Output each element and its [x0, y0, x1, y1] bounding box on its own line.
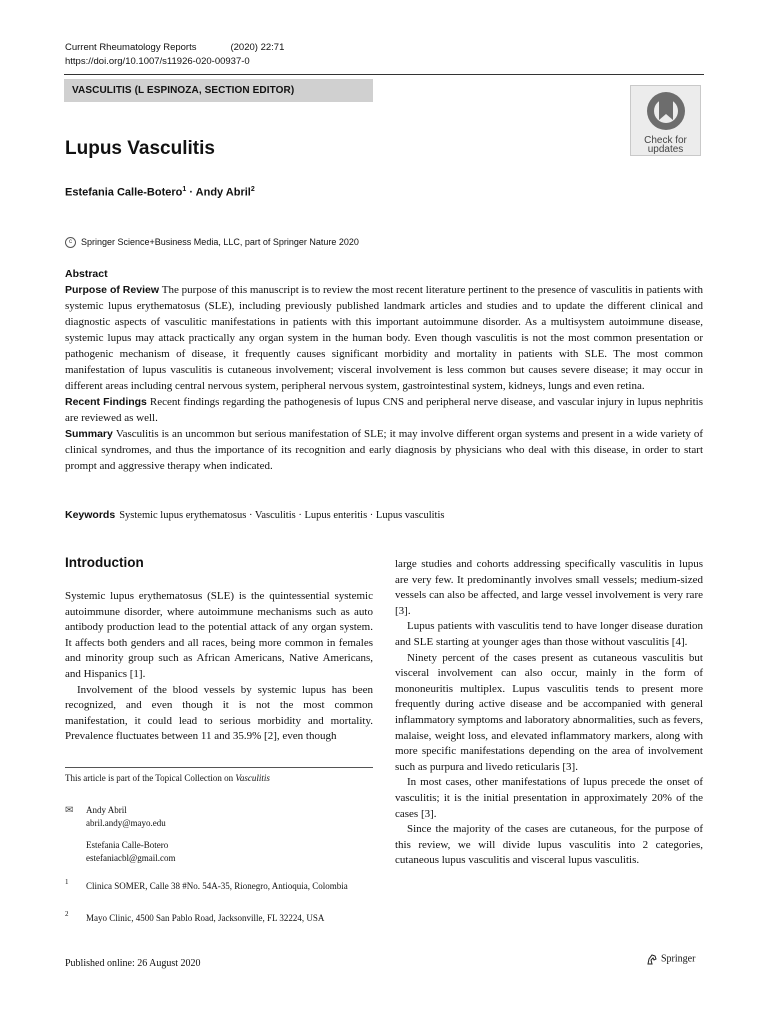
right-column	[395, 557, 703, 869]
corr-email[interactable]: abril.andy@mayo.edu	[86, 818, 166, 828]
findings-text: Recent findings regarding the pathogenesis of lupus CNS and peripheral nerve disease, and vascular injury in lupus nephritis are reviewed as well.	[65, 396, 703, 424]
footnote-divider	[65, 767, 373, 768]
journal-volume: (2020) 22:71	[230, 42, 285, 53]
article-title: Lupus Vasculitis	[65, 138, 215, 159]
corr-name: Estefania Calle-Botero	[86, 840, 169, 850]
journal-header	[65, 42, 284, 53]
doi-link[interactable]: https://doi.org/10.1007/s11926-020-00937-0	[65, 56, 250, 67]
abstract-section	[65, 266, 703, 474]
corresponding-author	[86, 804, 166, 830]
summary-text: Vasculitis is an uncommon but serious manifestation of SLE; it may involve different organ systems and present in a wide variety of clinical syndromes, and thus the importance of its recognition and early diagnosis by physicians who deal with this disease, in order to start prompt and aggressive therapy when indicated.	[65, 428, 703, 472]
published-date: Published online: 26 August 2020	[65, 958, 201, 969]
paragraph: Ninety percent of the cases present as cutaneous vasculitis but visceral involvement can also occur, mainly in the form of mononeuritis multiplex. Lupus vasculitis tends to present more frequently during active disease and be accompanied with general inflammatory symptoms and laboratory abnormalities, such as fevers, malaise, weight loss, and elevated inflammatory markers, along with more specific manifestations depending on the area of involvement such as purpura and livedo reticularis [3].	[395, 651, 703, 773]
author-list	[65, 186, 255, 199]
findings-label: Recent Findings	[65, 396, 147, 408]
copyright-line	[65, 237, 359, 248]
section-label: VASCULITIS (L ESPINOZA, SECTION EDITOR)	[64, 79, 373, 102]
copyright-icon: c	[65, 237, 76, 248]
badge-line1: Check for	[644, 135, 687, 146]
topical-collection-note	[65, 773, 270, 783]
paragraph: Involvement of the blood vessels by systemic lupus has been recognized, and even though it is not the most common manifestation, it could lead to serious morbidity and mortality. Prevalence fluctuates between 11 and 35.9% [2], even though	[65, 683, 373, 743]
author-name[interactable]: Estefania Calle-Botero	[65, 186, 183, 199]
paragraph: In most cases, other manifestations of lupus precede the onset of vasculitis; it is the initial presentation in approximately 20% of the cases [3].	[395, 776, 703, 820]
introduction-heading: Introduction	[65, 555, 144, 570]
corr-email[interactable]: estefaniacbl@gmail.com	[86, 853, 176, 863]
summary-label: Summary	[65, 428, 113, 440]
envelope-icon: ✉	[65, 805, 74, 816]
paragraph: large studies and cohorts addressing specifically vasculitis in lupus are very few. It predominantly involves small vessels; medium-sized vessels can also be affected, and large vessel involvement is very rare [3].	[395, 558, 703, 617]
springer-horse-icon	[646, 953, 658, 965]
abstract-heading: Abstract	[65, 268, 108, 280]
publisher-name: Springer	[661, 953, 696, 965]
paragraph: Systemic lupus erythematosus (SLE) is the quintessential systemic autoimmune disorder, where autoimmune mechanisms such as auto antibody production lead to the potential attack of any organ system. It affects both genders and all races, being more common in females and minority group such as African Americans, Native Americans, and Hispanics [1].	[65, 590, 373, 680]
affiliation-number: 1	[65, 878, 69, 886]
topical-prefix: This article is part of the Topical Collection on	[65, 773, 236, 783]
affiliation-2: Mayo Clinic, 4500 San Pablo Road, Jacksonville, FL 32224, USA	[86, 913, 325, 923]
paragraph: Lupus patients with vasculitis tend to have longer disease duration and SLE starting at younger ages than those without vasculitis [4].	[395, 620, 703, 648]
left-column	[65, 589, 373, 745]
purpose-label: Purpose of Review	[65, 284, 159, 296]
copyright-text: Springer Science+Business Media, LLC, part of Springer Nature 2020	[81, 237, 359, 247]
publisher-logo	[646, 953, 695, 965]
purpose-text: The purpose of this manuscript is to review the most recent literature pertinent to the presence of vasculitis in patients with systemic lupus erythematosus (SLE), including previously published landmark articles and studies and to update the different clinical and diagnostic aspects of vasculitic manifestations in patients with this important autoimmune disorder. As a multisystem autoimmune disease, systemic lupus may attack practically any organ system in the human body. Even though vasculitis is not the most common presentation or pathogenic mechanism of disease, it frequently causes significant morbidity and mortality in patients with SLE. The most common manifestation of lupus vasculitis is cutaneous involvement; visceral involvement is less common but causes severe disease; it may occur in different areas including central nervous system, peripheral nervous system, gastrointestinal system, kidneys, lungs and even retina.	[65, 284, 703, 392]
second-author-contact	[86, 839, 176, 865]
topical-collection-link[interactable]: Vasculitis	[235, 773, 270, 783]
author-separator: ·	[186, 186, 196, 199]
keywords-text: Systemic lupus erythematosus · Vasculitis · Lupus enteritis · Lupus vasculitis	[119, 510, 445, 521]
crossmark-icon	[645, 90, 687, 132]
journal-name: Current Rheumatology Reports	[65, 42, 197, 53]
author-affiliation-mark: 2	[250, 186, 255, 193]
badge-line2: updates	[647, 144, 684, 155]
keywords-label: Keywords	[65, 509, 116, 521]
author-name[interactable]: Andy Abril	[195, 186, 251, 199]
check-for-updates-badge[interactable]	[630, 85, 701, 156]
affiliation-number: 2	[65, 910, 69, 918]
affiliation-1: Clinica SOMER, Calle 38 #No. 54A-35, Rionegro, Antioquia, Colombia	[86, 881, 348, 891]
header-divider	[64, 74, 704, 75]
corr-name: Andy Abril	[86, 805, 127, 815]
author-affiliation-mark: 1	[182, 186, 187, 193]
keywords-line	[65, 509, 444, 521]
paragraph: Since the majority of the cases are cutaneous, for the purpose of this review, we will divide lupus vasculitis into 2 categories, cutaneous lupus vasculitis and visceral lupus vasculitis.	[395, 823, 703, 867]
